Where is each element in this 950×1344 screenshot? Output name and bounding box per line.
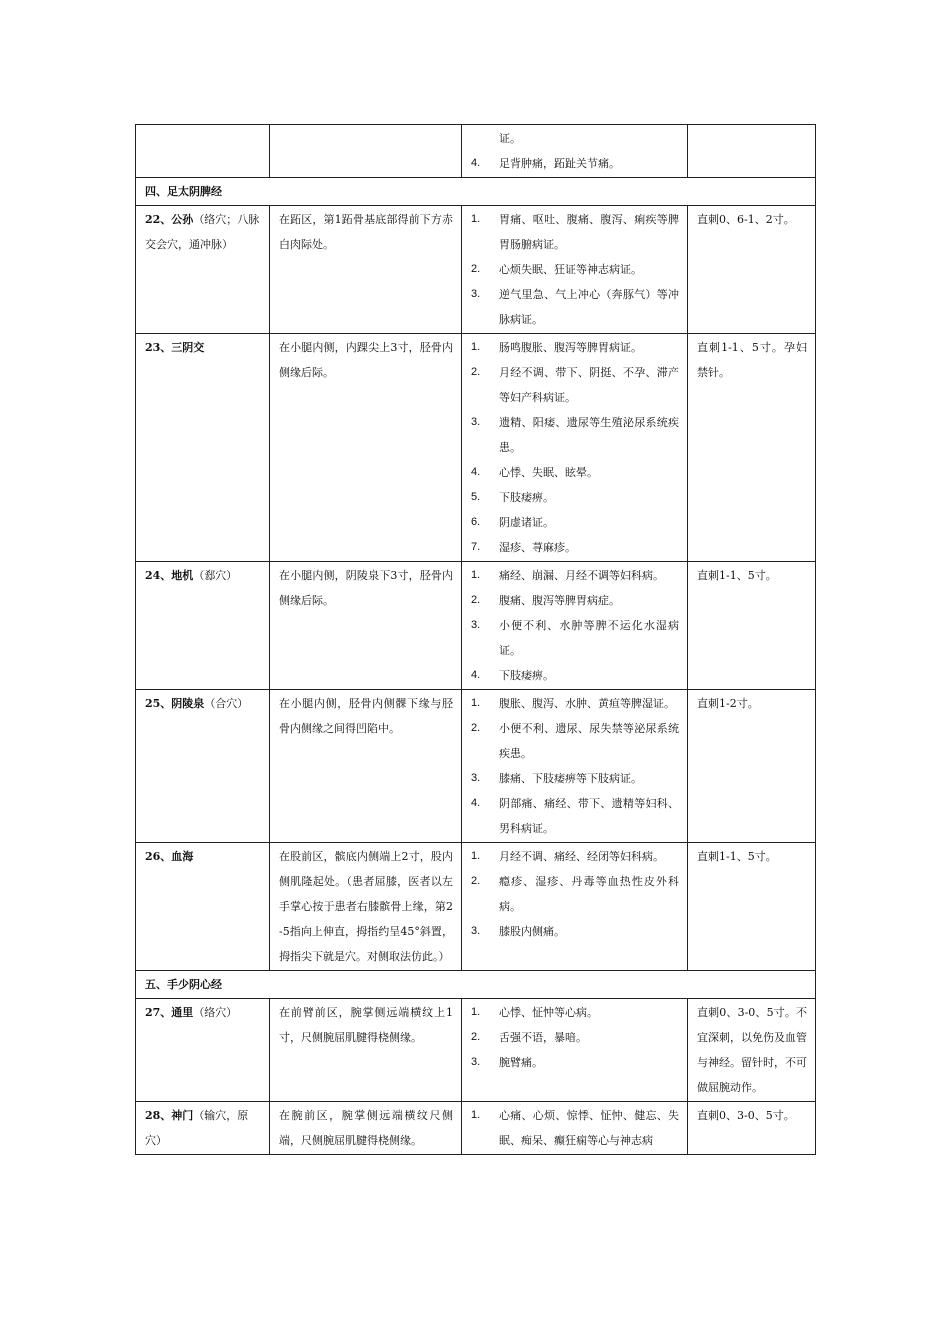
indications-cell — [462, 125, 688, 178]
indication-text: 心烦失眠、狂证等神志病证。 — [499, 263, 642, 276]
indication-item — [471, 360, 679, 410]
method-cell — [688, 999, 816, 1102]
needling-method: 直刺0、6-1、2寸。 — [697, 213, 795, 226]
indication-text: 腹痛、腹泻等脾胃病症。 — [499, 594, 620, 607]
indications-cell — [462, 334, 688, 562]
point-category: （络穴） — [193, 1006, 238, 1019]
point-name-cell — [136, 206, 270, 334]
indication-number: 1. — [471, 1109, 481, 1121]
indication-item — [471, 1050, 679, 1075]
method-cell — [688, 334, 816, 562]
location-text: 在股前区，髌底内侧端上2寸，股内侧肌隆起处。（患者屈膝，医者以左手掌心按于患者右膝髌骨上缘，第2-5指向上伸直，拇指约呈45°斜置，拇指尖下就是穴。对侧取法仿此。） — [279, 850, 453, 963]
indication-item — [471, 410, 679, 460]
indications-cell — [462, 690, 688, 843]
indication-number: 5. — [471, 491, 481, 503]
indication-item — [471, 844, 679, 869]
indication-item — [471, 1103, 679, 1151]
indication-item — [471, 257, 679, 282]
location-text: 在小腿内侧，阴陵泉下3寸，胫骨内侧缘后际。 — [279, 569, 453, 607]
indication-text: 阴虚诸证。 — [499, 516, 554, 529]
indication-number: 2. — [471, 263, 481, 275]
indication-text: 月经不调、痛经、经闭等妇科病。 — [499, 850, 664, 863]
indication-item — [471, 691, 679, 716]
indications-cell — [462, 206, 688, 334]
point-name: 27、通里 — [145, 1006, 194, 1019]
indication-item — [471, 485, 679, 510]
indication-text: 肠鸣腹胀、腹泻等脾胃病证。 — [499, 341, 642, 354]
indication-text: 痛经、崩漏、月经不调等妇科病。 — [499, 569, 664, 582]
indication-item — [471, 766, 679, 791]
indication-item — [471, 869, 679, 919]
point-category: （合穴） — [204, 697, 249, 710]
indication-text: 心悸、怔忡等心病。 — [499, 1006, 598, 1019]
method-cell — [688, 562, 816, 690]
table-row — [136, 206, 816, 334]
indication-number: 3. — [471, 416, 481, 428]
indication-number: 2. — [471, 875, 481, 887]
indication-number: 4. — [471, 157, 481, 169]
indication-item — [471, 282, 679, 332]
indication-item — [471, 588, 679, 613]
needling-method: 直刺1-1、5寸。 — [697, 850, 777, 863]
point-name: 25、阴陵泉 — [145, 697, 205, 710]
indication-number: 3. — [471, 1056, 481, 1068]
location-text: 在小腿内侧，胫骨内侧髁下缘与胫骨内侧缘之间得凹陷中。 — [279, 697, 453, 735]
method-cell — [688, 843, 816, 971]
indication-item — [471, 460, 679, 485]
indication-number: 4. — [471, 669, 481, 681]
indication-text: 月经不调、带下、阴挺、不孕、滞产等妇产科病证。 — [499, 366, 679, 404]
indication-item — [471, 919, 679, 944]
location-cell — [270, 843, 462, 971]
method-cell — [688, 1102, 816, 1155]
table-row — [136, 1102, 816, 1155]
indication-text: 小便不利、水肿等脾不运化水湿病证。 — [499, 619, 679, 657]
indication-number: 3. — [471, 288, 481, 300]
indication-text: 瘾疹、湿疹、丹毒等血热性皮外科病。 — [499, 875, 679, 913]
method-cell — [688, 125, 816, 178]
indication-text: 下肢痿痹。 — [499, 491, 554, 504]
point-name-cell — [136, 690, 270, 843]
location-cell — [270, 562, 462, 690]
indication-text: 遗精、阳痿、遗尿等生殖泌尿系统疾患。 — [499, 416, 679, 454]
indication-item — [471, 1000, 679, 1025]
indication-number: 1. — [471, 213, 481, 225]
location-text: 在跖区，第1跖骨基底部得前下方赤白肉际处。 — [279, 213, 453, 251]
table-row — [136, 562, 816, 690]
indication-item — [471, 207, 679, 257]
indication-item — [471, 1025, 679, 1050]
table-row — [136, 334, 816, 562]
indication-number: 3. — [471, 619, 481, 631]
indication-item — [471, 335, 679, 360]
needling-method: 直刺0、3-0、5寸。不宜深刺，以免伤及血管与神经。留针时，不可做屈腕动作。 — [697, 1006, 807, 1094]
indication-item — [471, 563, 679, 588]
point-name: 26、血海 — [145, 850, 194, 863]
point-name-cell — [136, 843, 270, 971]
point-category: （络穴；八脉交会穴，通冲脉） — [145, 213, 260, 251]
indication-number: 1. — [471, 850, 481, 862]
point-name-cell — [136, 334, 270, 562]
table-row — [136, 125, 816, 178]
section-row — [136, 178, 816, 206]
indication-text: 膝股内侧痛。 — [499, 925, 565, 938]
point-name: 24、地机 — [145, 569, 194, 582]
needling-method: 直刺1-1、5寸。孕妇禁针。 — [697, 341, 807, 379]
indication-text: 腹胀、腹泻、水肿、黄疸等脾湿证。 — [499, 697, 675, 710]
indication-item — [471, 716, 679, 766]
location-cell — [270, 334, 462, 562]
table-row — [136, 999, 816, 1102]
location-cell — [270, 125, 462, 178]
location-cell — [270, 1102, 462, 1155]
location-cell — [270, 999, 462, 1102]
point-name-cell — [136, 562, 270, 690]
indications-cell — [462, 562, 688, 690]
point-name-cell — [136, 999, 270, 1102]
indication-text: 小便不利、遗尿、尿失禁等泌尿系统疾患。 — [499, 722, 679, 760]
point-name: 22、公孙 — [145, 213, 194, 226]
indication-number: 2. — [471, 594, 481, 606]
section-row — [136, 971, 816, 999]
indication-text: 心痛、心烦、惊悸、怔忡、健忘、失眠、痴呆、癫狂痫等心与神志病 — [499, 1109, 679, 1147]
indication-number: 6. — [471, 516, 481, 528]
table-row — [136, 690, 816, 843]
indication-text: 湿疹、荨麻疹。 — [499, 541, 576, 554]
needling-method: 直刺1-1、5寸。 — [697, 569, 777, 582]
point-category: （输穴，原穴） — [145, 1109, 249, 1147]
indication-item — [471, 151, 679, 176]
table-row — [136, 843, 816, 971]
indication-continuation: 证。 — [499, 132, 521, 145]
indications-cell — [462, 843, 688, 971]
indication-text: 舌强不语，暴喑。 — [499, 1031, 587, 1044]
indication-number: 4. — [471, 466, 481, 478]
indication-text: 胃痛、呕吐、腹痛、腹泻、痢疾等脾胃肠腑病证。 — [499, 213, 679, 251]
indication-number: 2. — [471, 722, 481, 734]
indications-cell — [462, 999, 688, 1102]
method-cell — [688, 206, 816, 334]
indication-item — [471, 613, 679, 663]
point-name: 23、三阴交 — [145, 341, 205, 354]
indication-number: 3. — [471, 925, 481, 937]
indication-item — [471, 535, 679, 560]
indication-text: 足背肿痛，跖趾关节痛。 — [499, 157, 620, 170]
point-name-cell — [136, 125, 270, 178]
point-category: （郄穴） — [193, 569, 238, 582]
needling-method: 直刺1-2寸。 — [697, 697, 759, 710]
indications-cell — [462, 1102, 688, 1155]
location-text: 在前臂前区，腕掌侧远端横纹上1寸，尺侧腕屈肌腱得桡侧缘。 — [279, 1006, 453, 1044]
indication-text: 心悸、失眠、眩晕。 — [499, 466, 598, 479]
indication-text: 阴部痛、痛经、带下、遗精等妇科、男科病证。 — [499, 797, 679, 835]
section-title: 五、手少阴心经 — [136, 971, 816, 999]
indication-number: 2. — [471, 1031, 481, 1043]
indication-number: 4. — [471, 797, 481, 809]
location-cell — [270, 206, 462, 334]
indication-number: 1. — [471, 1006, 481, 1018]
indication-text: 下肢痿痹。 — [499, 669, 554, 682]
indication-text: 逆气里急、气上冲心（奔豚气）等冲脉病证。 — [499, 288, 679, 326]
indication-item — [471, 663, 679, 688]
indication-number: 1. — [471, 697, 481, 709]
indication-item — [471, 791, 679, 841]
point-name: 28、神门 — [145, 1109, 194, 1122]
indication-number: 1. — [471, 341, 481, 353]
method-cell — [688, 690, 816, 843]
indication-text: 膝痛、下肢痿痹等下肢病证。 — [499, 772, 642, 785]
indication-number: 1. — [471, 569, 481, 581]
indication-number: 3. — [471, 772, 481, 784]
indication-number: 7. — [471, 541, 481, 553]
location-text: 在腕前区，腕掌侧远端横纹尺侧端，尺侧腕屈肌腱得桡侧缘。 — [279, 1109, 453, 1147]
point-name-cell — [136, 1102, 270, 1155]
indication-number: 2. — [471, 366, 481, 378]
indication-text: 腕臂痛。 — [499, 1056, 543, 1069]
location-text: 在小腿内侧，内踝尖上3寸，胫骨内侧缘后际。 — [279, 341, 453, 379]
needling-method: 直刺0、3-0、5寸。 — [697, 1109, 795, 1122]
indication-item — [471, 510, 679, 535]
location-cell — [270, 690, 462, 843]
section-title: 四、足太阴脾经 — [136, 178, 816, 206]
acupoint-table — [135, 124, 816, 1155]
